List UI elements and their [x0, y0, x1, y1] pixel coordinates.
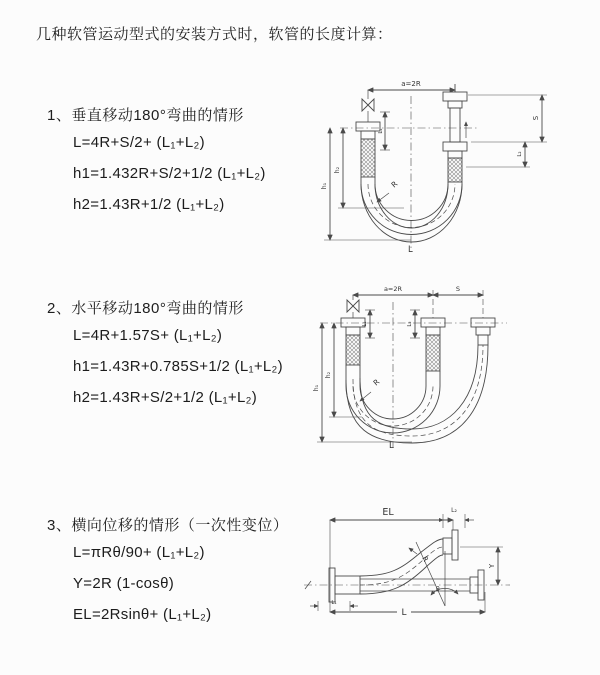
formula-h1: h1=1.43R+0.785S+1/2 (L₁+L₂): [73, 358, 283, 375]
dim-h2-label: h₂: [325, 371, 332, 379]
formula-l: L=πRθ/90+ (L₁+L₂): [73, 544, 205, 561]
section-1-heading: 1、垂直移动180°弯曲的情形: [47, 107, 244, 124]
radius-label: R: [371, 377, 382, 388]
dim-l2-label: L₂: [517, 151, 523, 157]
dim-l-label: L: [401, 608, 407, 618]
valve-icon: [362, 90, 374, 122]
dim-a2r-label: a=2R: [383, 285, 403, 293]
formula-h2: h2=1.43R+1/2 (L₁+L₂): [73, 196, 225, 213]
diagram-1-labels: [321, 80, 540, 255]
dim-l2-label: L₂: [407, 321, 413, 327]
hose-drawing: [324, 84, 547, 252]
diagram-lateral-displacement: [298, 494, 598, 626]
hose-drawing: [304, 514, 510, 612]
diagram-horizontal-180-bend: [302, 280, 597, 452]
moving-end-position-2: [471, 318, 495, 345]
formula-l: L=4R+1.57S+ (L₁+L₂): [73, 327, 223, 344]
dim-s-label: S: [455, 285, 461, 293]
length-label: L: [389, 441, 394, 451]
dim-l1-label: L₁: [378, 128, 384, 134]
fixed-end-leg: [341, 318, 365, 386]
dim-l1-label: L₁: [362, 321, 368, 327]
section-1: [47, 106, 266, 226]
moving-end-leg: [443, 90, 467, 184]
section-2: [47, 299, 283, 419]
radius-label: R: [420, 555, 430, 564]
section-3-heading: 3、横向位移的情形（一次性变位）: [47, 517, 289, 534]
section-3: [47, 516, 288, 636]
dim-el-label: EL: [382, 507, 394, 518]
valve-icon: [347, 295, 359, 318]
formula-h1: h1=1.432R+S/2+1/2 (L₁+L₂): [73, 165, 266, 182]
diagram-3-labels: [331, 507, 496, 618]
dim-h1-label: h₁: [321, 182, 328, 190]
theta-label: θ: [436, 586, 440, 593]
dim-h1-label: h₁: [313, 384, 320, 392]
moving-end-position-1: [421, 318, 445, 386]
formula-l: L=4R+S/2+ (L₁+L₂): [73, 134, 205, 151]
length-label: L: [408, 245, 413, 255]
section-2-heading: 2、水平移动180°弯曲的情形: [47, 300, 244, 317]
radius-label: R: [389, 179, 400, 190]
formula-h2: h2=1.43R+S/2+1/2 (L₁+L₂): [73, 389, 258, 406]
dim-h2-label: h₂: [334, 166, 341, 174]
dim-s-label: S: [532, 115, 540, 121]
dim-a2r-label: a=2R: [401, 80, 421, 88]
page-title: 几种软管运动型式的安装方式时，软管的长度计算：: [36, 26, 393, 43]
u-bend: [361, 184, 462, 242]
dim-l2-label: L₂: [451, 507, 457, 514]
dim-l1-label: L₁: [331, 600, 337, 606]
u-bend-position-2: [346, 345, 488, 443]
diagram-vertical-180-bend: [306, 70, 586, 258]
dim-y-label: Y: [488, 563, 496, 569]
s-curve-hose: [360, 539, 443, 594]
fixed-end-leg: [356, 122, 380, 184]
formula-el: EL=2Rsinθ+ (L₁+L₂): [73, 606, 212, 623]
formula-y: Y=2R (1-cosθ): [73, 575, 175, 592]
hose-drawing: [317, 290, 507, 448]
